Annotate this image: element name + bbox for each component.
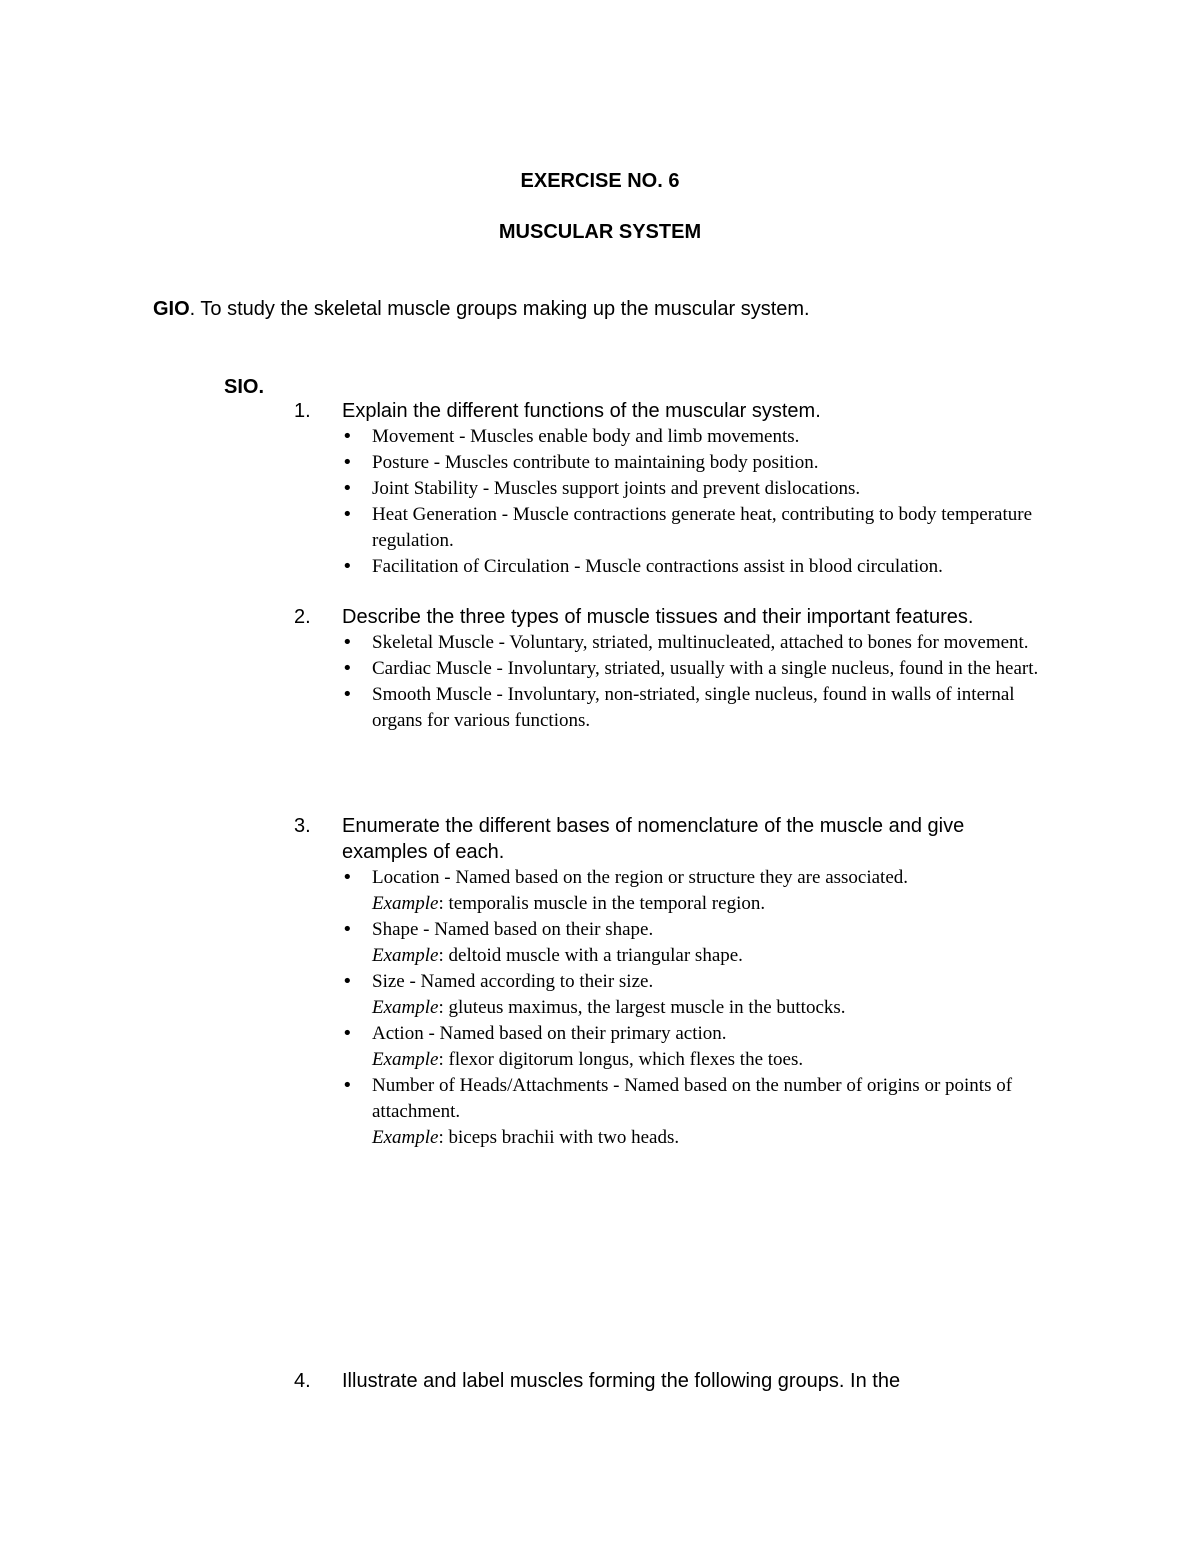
nomenclature-basis: • Number of Heads/Attachments - Named based on the number of origins or points of attachment. xyxy=(372,1075,1013,1122)
list-item xyxy=(342,1073,1054,1151)
example-label: Example xyxy=(372,997,439,1018)
list-item xyxy=(342,969,1054,1021)
example-line xyxy=(372,891,1054,917)
example-line xyxy=(372,1047,1054,1073)
gio-label: GIO xyxy=(153,298,190,320)
question-text: Explain the different functions of the muscular system. xyxy=(342,400,821,422)
list-item: • Posture - Muscles contribute to maintaining body position. xyxy=(342,450,1054,476)
question-text: Enumerate the different bases of nomenclature of the muscle and give examples of each. xyxy=(342,815,965,863)
example-text: : gluteus maximus, the largest muscle in the buttocks. xyxy=(438,997,846,1018)
nomenclature-basis: • Size - Named according to their size. xyxy=(372,971,654,992)
question-1-heading xyxy=(294,398,1054,424)
example-text: : temporalis muscle in the temporal region. xyxy=(438,893,766,914)
question-number: 3. xyxy=(294,815,311,837)
exercise-title: EXERCISE NO. 6 xyxy=(520,170,680,192)
question-3-list xyxy=(294,865,1054,1151)
question-number: 2. xyxy=(294,606,311,628)
list-item: • Smooth Muscle - Involuntary, non-striated, single nucleus, found in walls of internal organs for various functions. xyxy=(342,682,1054,734)
example-label: Example xyxy=(372,893,439,914)
example-label: Example xyxy=(372,1127,439,1148)
nomenclature-basis: • Shape - Named based on their shape. xyxy=(372,919,654,940)
question-1 xyxy=(294,398,1054,580)
list-item xyxy=(342,917,1054,969)
gio-text: . To study the skeletal muscle groups making up the muscular system. xyxy=(189,298,810,320)
question-3-heading xyxy=(294,813,1054,865)
question-3 xyxy=(294,813,1054,1151)
example-text: : biceps brachii with two heads. xyxy=(438,1127,680,1148)
example-line xyxy=(372,995,1054,1021)
sio-label: SIO. xyxy=(224,376,265,398)
question-4-heading xyxy=(294,1368,1054,1394)
list-item: • Joint Stability - Muscles support joints and prevent dislocations. xyxy=(342,476,1054,502)
question-2-heading xyxy=(294,604,1054,630)
question-2-list xyxy=(294,630,1054,734)
section-title: MUSCULAR SYSTEM xyxy=(498,221,702,243)
question-text: Describe the three types of muscle tissues and their important features. xyxy=(342,606,974,628)
example-line xyxy=(372,1125,1054,1151)
question-4 xyxy=(294,1368,1054,1394)
question-text: Illustrate and label muscles forming the following groups. In the xyxy=(342,1370,901,1392)
gio-line xyxy=(153,298,810,321)
question-number: 4. xyxy=(294,1370,311,1392)
list-item xyxy=(342,1021,1054,1073)
example-text: : deltoid muscle with a triangular shape. xyxy=(438,945,743,966)
list-item: • Cardiac Muscle - Involuntary, striated, usually with a single nucleus, found in the heart. xyxy=(342,656,1054,682)
list-item: • Facilitation of Circulation - Muscle contractions assist in blood circulation. xyxy=(342,554,1054,580)
question-number: 1. xyxy=(294,400,311,422)
example-line xyxy=(372,943,1054,969)
question-2 xyxy=(294,604,1054,734)
example-label: Example xyxy=(372,1049,439,1070)
nomenclature-basis: • Action - Named based on their primary action. xyxy=(372,1023,727,1044)
list-item: • Heat Generation - Muscle contractions generate heat, contributing to body temperature regulation. xyxy=(342,502,1054,554)
question-1-list xyxy=(294,424,1054,580)
example-label: Example xyxy=(372,945,439,966)
list-item: • Movement - Muscles enable body and limb movements. xyxy=(342,424,1054,450)
nomenclature-basis: • Location - Named based on the region or structure they are associated. xyxy=(372,867,909,888)
list-item xyxy=(342,865,1054,917)
example-text: : flexor digitorum longus, which flexes the toes. xyxy=(438,1049,804,1070)
list-item: • Skeletal Muscle - Voluntary, striated, multinucleated, attached to bones for movement. xyxy=(342,630,1054,656)
